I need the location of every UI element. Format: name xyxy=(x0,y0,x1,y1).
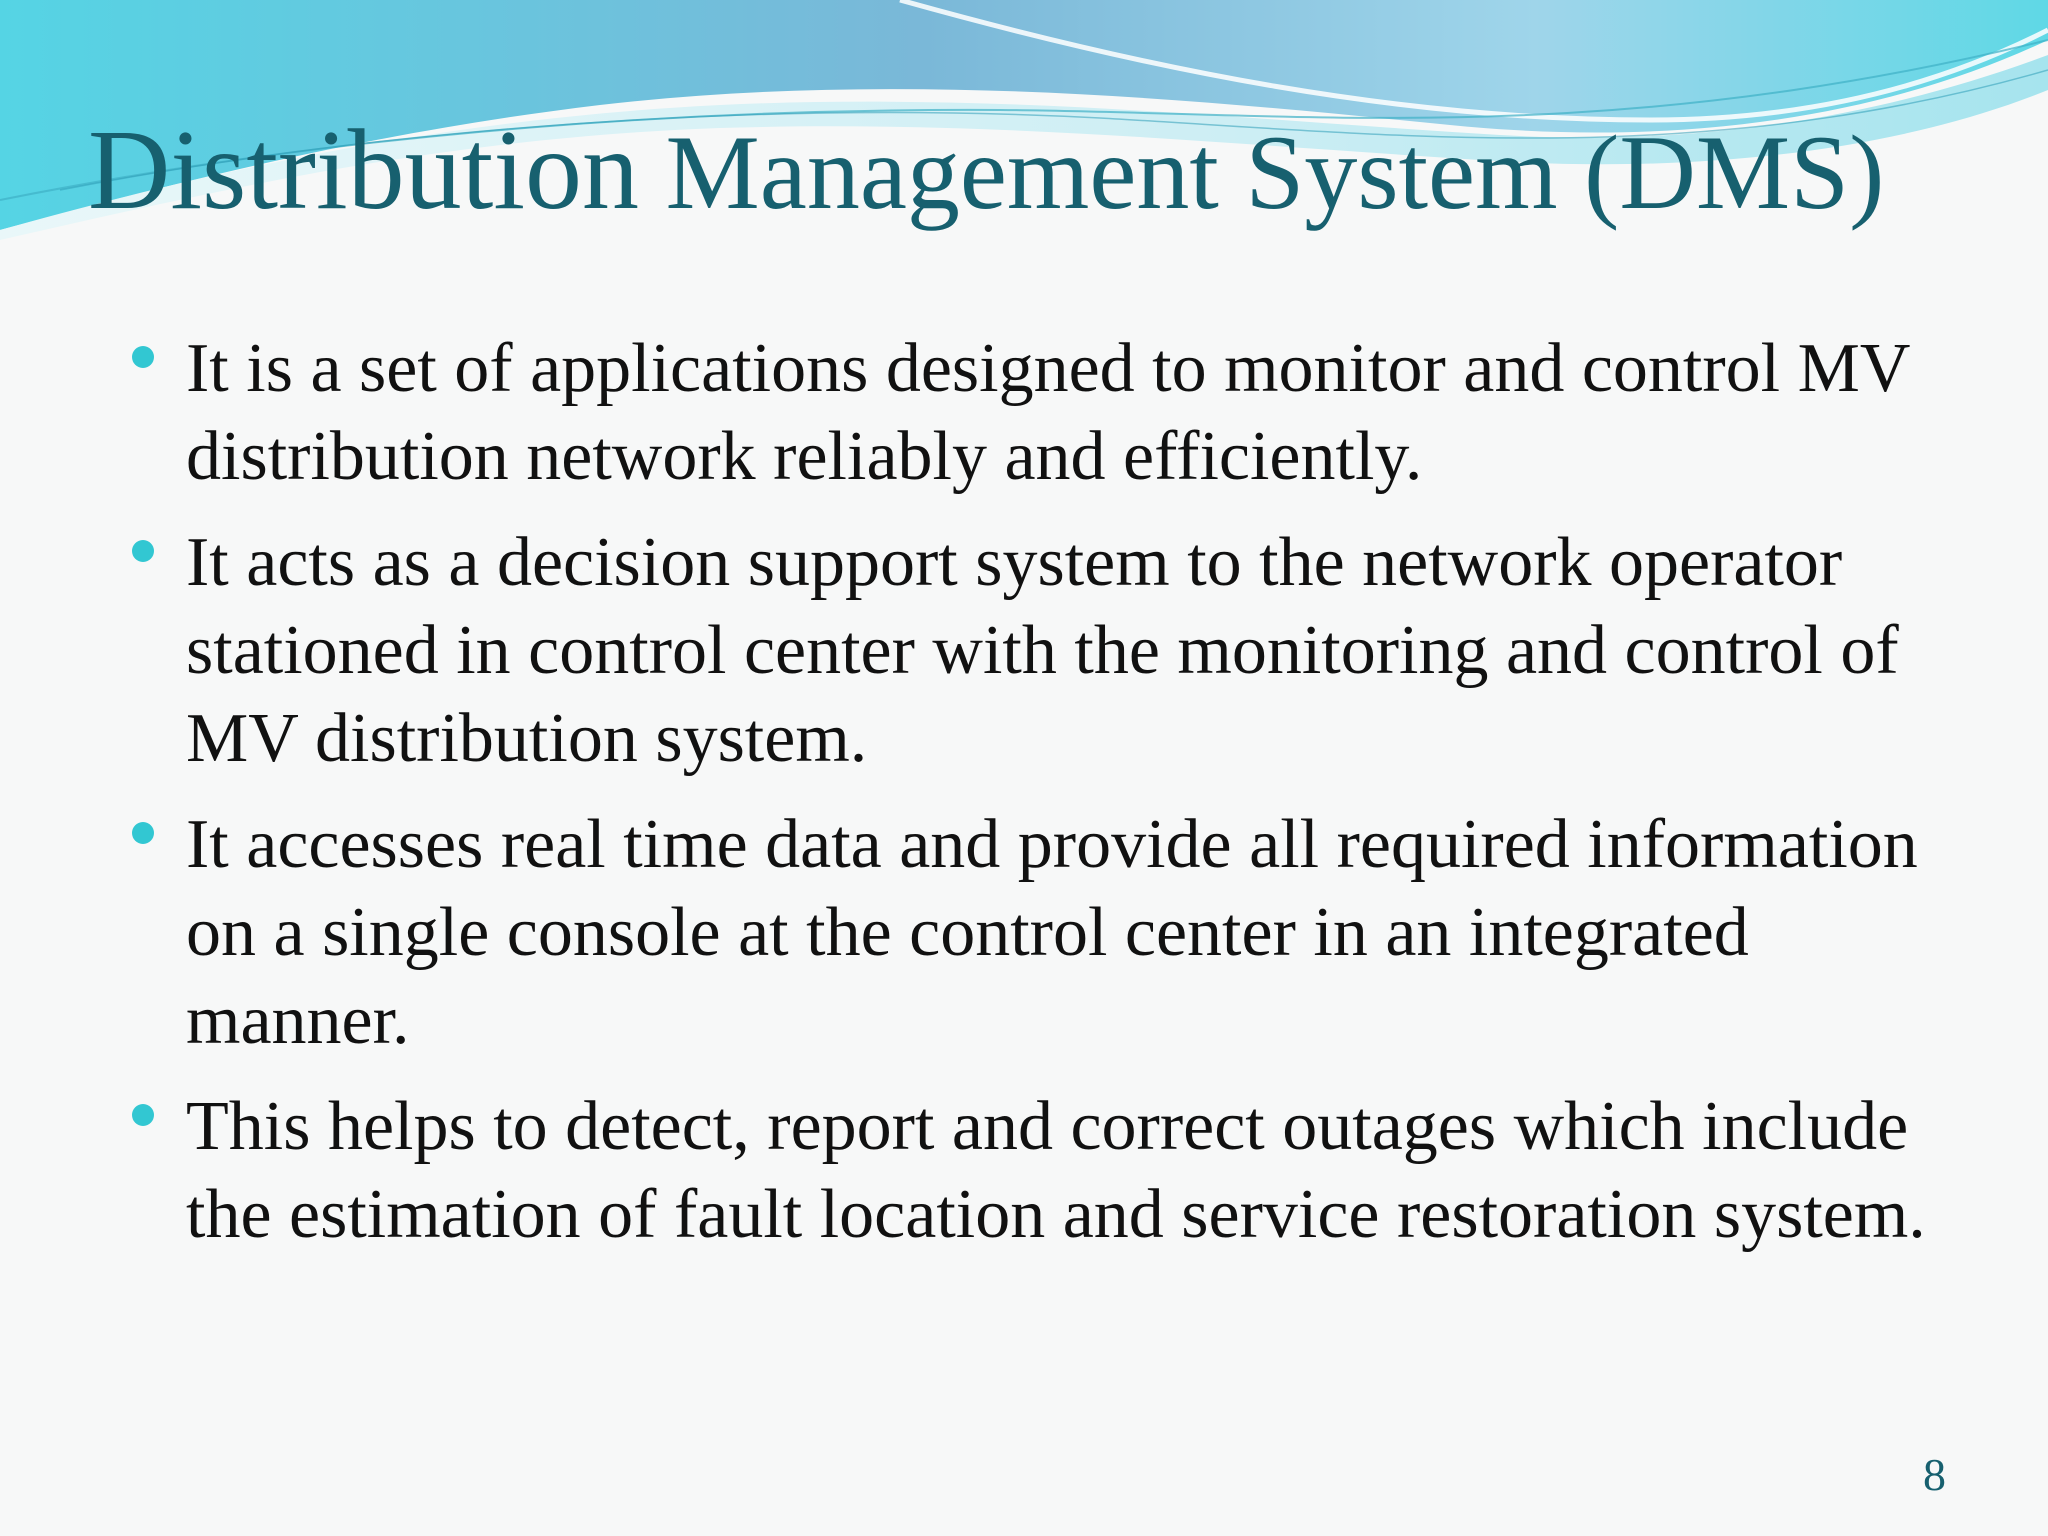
bullet-dot-icon xyxy=(132,822,154,844)
bullet-dot-icon xyxy=(132,1104,154,1126)
bullet-item xyxy=(130,519,1930,783)
bullet-text: It acts as a decision support system to the network operator stationed in control center with the monitoring and control of MV distribution system. xyxy=(186,524,1899,777)
slide-title xyxy=(88,106,1885,233)
bullet-text: This helps to detect, report and correct outages which include the estimation of fault location and service restoration system. xyxy=(186,1088,1926,1253)
bullet-item xyxy=(130,801,1930,1065)
bullet-dot-icon xyxy=(132,540,154,562)
slide-title-first-word: Distribution xyxy=(88,106,640,233)
bullet-text: It accesses real time data and provide all required information on a single console at the control center in an integrated manner. xyxy=(186,806,1918,1059)
bullet-text: It is a set of applications designed to monitor and control MV distribution network reliably and efficiently. xyxy=(186,330,1910,495)
bullet-item xyxy=(130,1083,1930,1259)
bullet-dot-icon xyxy=(132,346,154,368)
bullet-list xyxy=(130,325,1930,1277)
slide-title-rest: Management System (DMS) xyxy=(639,114,1885,231)
bullet-item xyxy=(130,325,1930,501)
page-number: 8 xyxy=(1923,1449,1946,1500)
